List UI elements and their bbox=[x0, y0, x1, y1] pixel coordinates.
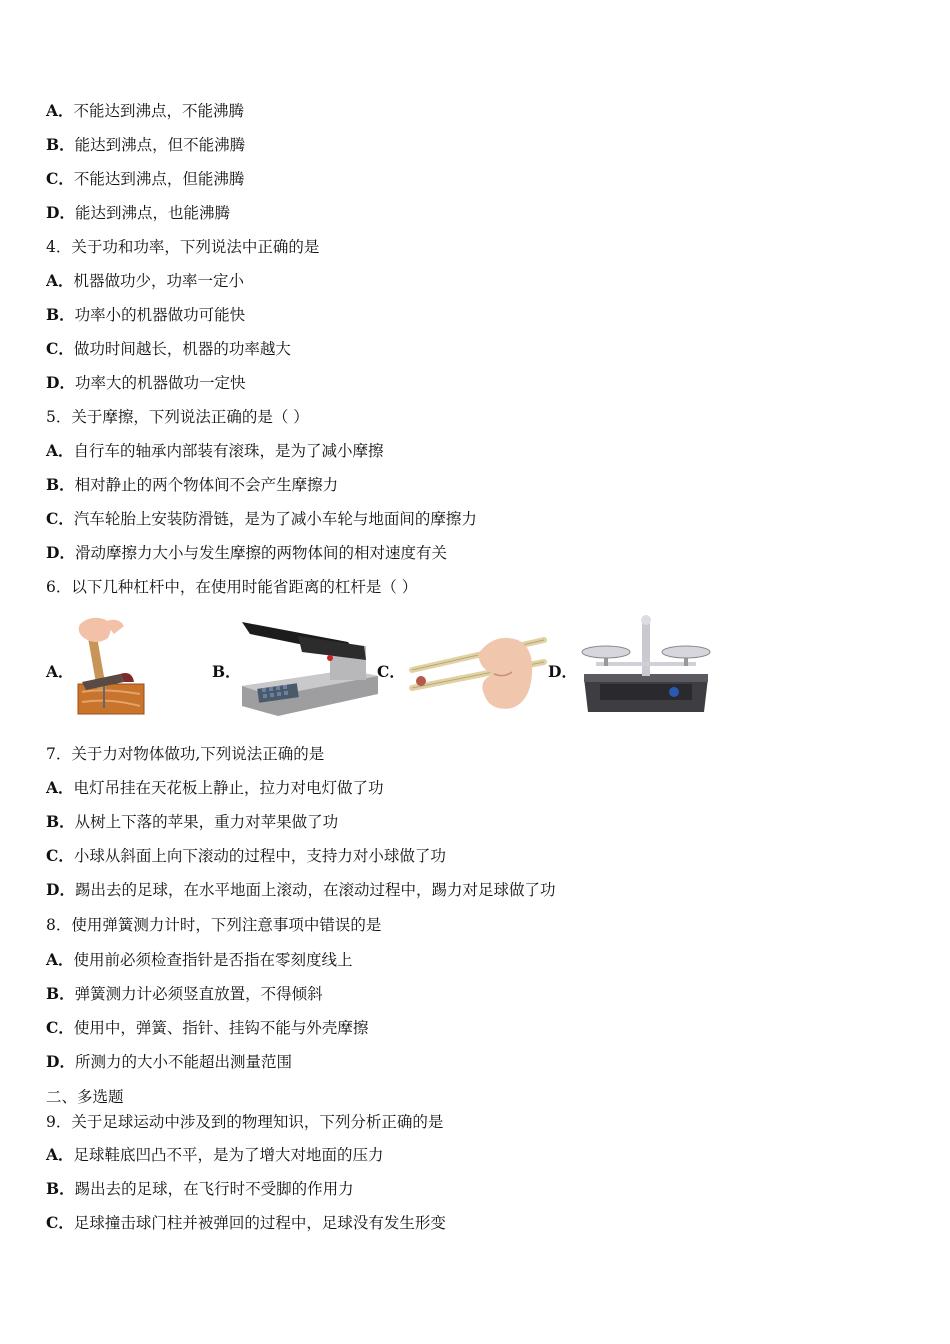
option-label: C． bbox=[46, 509, 74, 528]
option-label: A． bbox=[46, 778, 74, 797]
option-label: B． bbox=[46, 812, 75, 831]
q3-option-a bbox=[46, 101, 244, 121]
option-text: 踢出去的足球，在水平地面上滚动，在滚动过程中，踢力对足球做了功 bbox=[74, 881, 556, 899]
q7-option-a bbox=[46, 778, 384, 798]
option-label: D． bbox=[46, 203, 75, 222]
q7-stem: 7．关于力对物体做功,下列说法正确的是 bbox=[46, 745, 325, 763]
q8-stem: 8．使用弹簧测力计时，下列注意事项中错误的是 bbox=[46, 916, 382, 934]
option-text: 小球从斜面上向下滚动的过程中，支持力对小球做了功 bbox=[73, 847, 446, 865]
q4-option-b bbox=[46, 305, 245, 325]
q3-option-b bbox=[46, 135, 245, 155]
q4-option-c bbox=[46, 339, 291, 359]
option-label: D． bbox=[46, 880, 75, 899]
option-text: 使用前必须检查指针是否指在零刻度线上 bbox=[73, 951, 353, 969]
option-label: D． bbox=[46, 373, 75, 392]
option-label: A． bbox=[46, 950, 74, 969]
option-text: 机器做功少，功率一定小 bbox=[73, 272, 245, 290]
q9-option-b bbox=[46, 1179, 354, 1199]
q5-option-a bbox=[46, 441, 384, 461]
option-label: B． bbox=[46, 305, 75, 324]
option-text: 不能达到沸点，不能沸腾 bbox=[73, 102, 245, 120]
option-text: 自行车的轴承内部装有滚珠，是为了减小摩擦 bbox=[73, 442, 384, 460]
q4-option-a bbox=[46, 271, 244, 291]
q8-option-a bbox=[46, 950, 353, 970]
option-label: B． bbox=[46, 135, 75, 154]
option-text: 从树上下落的苹果，重力对苹果做了功 bbox=[74, 813, 339, 831]
q9-option-c bbox=[46, 1213, 446, 1233]
option-text: 不能达到沸点，但能沸腾 bbox=[73, 170, 245, 188]
hammer-pulling-nail-image bbox=[74, 612, 149, 716]
q5-option-d bbox=[46, 543, 447, 563]
option-text: 能达到沸点，但不能沸腾 bbox=[74, 136, 246, 154]
q4-stem: 4．关于功和功率，下列说法中正确的是 bbox=[46, 238, 320, 256]
option-text: 足球撞击球门柱并被弹回的过程中，足球没有发生形变 bbox=[73, 1214, 446, 1232]
option-text: 做功时间越长，机器的功率越大 bbox=[73, 340, 291, 358]
q4-option-d bbox=[46, 373, 245, 393]
q7-option-d bbox=[46, 880, 555, 900]
option-label: C． bbox=[46, 339, 74, 358]
option-text: 使用中，弹簧、指针、挂钩不能与外壳摩擦 bbox=[73, 1019, 369, 1037]
option-text: 功率大的机器做功一定快 bbox=[74, 374, 246, 392]
q6-image-options bbox=[46, 612, 726, 722]
q5-stem: 5．关于摩擦，下列说法正确的是（ ） bbox=[46, 408, 309, 426]
option-label: B． bbox=[46, 475, 75, 494]
q9-option-a bbox=[46, 1145, 384, 1165]
q7-option-b bbox=[46, 812, 338, 832]
option-label: A． bbox=[46, 101, 74, 120]
q8-option-d bbox=[46, 1052, 292, 1072]
option-text: 所测力的大小不能超出测量范围 bbox=[74, 1053, 292, 1071]
option-text: 弹簧测力计必须竖直放置，不得倾斜 bbox=[74, 985, 323, 1003]
option-text: 相对静止的两个物体间不会产生摩擦力 bbox=[74, 476, 339, 494]
q6-option-d-label: D． bbox=[548, 662, 577, 681]
option-label: A． bbox=[46, 271, 74, 290]
option-label: D． bbox=[46, 543, 75, 562]
option-text: 能达到沸点，也能沸腾 bbox=[74, 204, 230, 222]
option-text: 踢出去的足球，在飞行时不受脚的作用力 bbox=[74, 1180, 354, 1198]
option-text: 功率小的机器做功可能快 bbox=[74, 306, 246, 324]
q3-option-c bbox=[46, 169, 244, 189]
q9-stem: 9．关于足球运动中涉及到的物理知识，下列分析正确的是 bbox=[46, 1113, 444, 1131]
section-title: 二、多选题 bbox=[46, 1088, 124, 1106]
option-text: 汽车轮胎上安装防滑链，是为了减小车轮与地面间的摩擦力 bbox=[73, 510, 477, 528]
q3-option-d bbox=[46, 203, 230, 223]
option-label: C． bbox=[46, 846, 74, 865]
q5-option-c bbox=[46, 509, 477, 529]
option-text: 电灯吊挂在天花板上静止，拉力对电灯做了功 bbox=[73, 779, 384, 797]
q8-option-b bbox=[46, 984, 323, 1004]
q6-option-b-label: B． bbox=[212, 662, 241, 681]
q8-option-c bbox=[46, 1018, 368, 1038]
option-label: B． bbox=[46, 984, 75, 1003]
q6-option-c-label: C． bbox=[377, 662, 405, 681]
balance-scale-image bbox=[580, 614, 712, 716]
option-text: 滑动摩擦力大小与发生摩擦的两物体间的相对速度有关 bbox=[74, 544, 447, 562]
q7-option-c bbox=[46, 846, 446, 866]
q5-option-b bbox=[46, 475, 338, 495]
option-text: 足球鞋底凹凸不平，是为了增大对地面的压力 bbox=[73, 1146, 384, 1164]
option-label: A． bbox=[46, 1145, 74, 1164]
q6-stem: 6．以下几种杠杆中，在使用时能省距离的杠杆是（ ） bbox=[46, 578, 418, 596]
option-label: D． bbox=[46, 1052, 75, 1071]
option-label: C． bbox=[46, 169, 74, 188]
option-label: B． bbox=[46, 1179, 75, 1198]
chopsticks-image bbox=[408, 626, 548, 716]
option-label: C． bbox=[46, 1213, 74, 1232]
stapler-image bbox=[238, 616, 383, 716]
option-label: C． bbox=[46, 1018, 74, 1037]
option-label: A． bbox=[46, 441, 74, 460]
q6-option-a-label: A． bbox=[46, 662, 74, 681]
